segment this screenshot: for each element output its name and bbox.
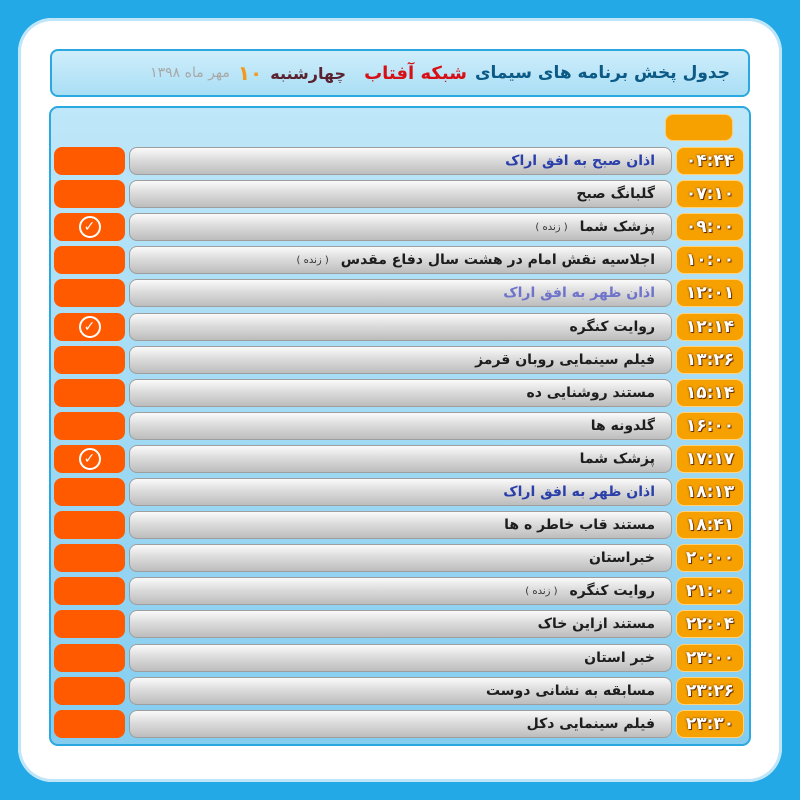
reminder-pill[interactable] <box>54 180 125 208</box>
checkmark-icon: ✓ <box>79 216 101 238</box>
program-title: گلبانگ صبح <box>576 186 655 202</box>
program-title: اذان ظهر به افق اراک <box>503 484 655 500</box>
time-pill: ۱۸:۴۱ <box>676 511 744 539</box>
program-title: مستند روشنایی ده <box>526 385 655 401</box>
reminder-pill[interactable] <box>54 346 125 374</box>
program-bar <box>129 379 672 407</box>
reminder-pill[interactable] <box>54 544 125 572</box>
time-pill: ۱۲:۰۱ <box>676 279 744 307</box>
program-bar <box>129 610 672 638</box>
program-title: اذان ظهر به افق اراک <box>503 285 655 301</box>
schedule-row <box>54 412 744 440</box>
time-pill: ۰۹:۰۰ <box>676 213 744 241</box>
program-bar <box>129 213 672 241</box>
reminder-pill[interactable] <box>54 644 125 672</box>
time-pill: ۱۳:۲۶ <box>676 346 744 374</box>
program-title: مستند ازاین خاک <box>537 616 655 632</box>
program-bar <box>129 246 672 274</box>
schedule-header <box>50 49 750 97</box>
program-title: فیلم سینمایی روبان قرمز <box>475 352 655 368</box>
reminder-pill[interactable] <box>54 577 125 605</box>
program-title: اذان صبح به افق اراک <box>505 153 655 169</box>
schedule-row <box>54 710 744 738</box>
program-bar <box>129 313 672 341</box>
reminder-pill[interactable] <box>54 412 125 440</box>
program-bar <box>129 445 672 473</box>
program-title: مستند قاب خاطر ه ها <box>504 517 655 533</box>
reminder-pill[interactable] <box>54 511 125 539</box>
reminder-pill[interactable] <box>54 246 125 274</box>
schedule-row <box>54 511 744 539</box>
time-pill: ۲۱:۰۰ <box>676 577 744 605</box>
program-bar <box>129 147 672 175</box>
program-title: خبر استان <box>584 650 655 666</box>
program-title: خبراستان <box>588 550 655 566</box>
schedule-row <box>54 445 744 473</box>
schedule-row <box>54 644 744 672</box>
time-pill: ۱۰:۰۰ <box>676 246 744 274</box>
reminder-pill[interactable] <box>54 147 125 175</box>
schedule-row <box>54 544 744 572</box>
program-title: پزشک شما <box>579 451 655 467</box>
time-pill: ۱۶:۰۰ <box>676 412 744 440</box>
schedule-row <box>54 379 744 407</box>
program-title: پزشک شما <box>579 219 655 235</box>
time-pill: ۱۵:۱۴ <box>676 379 744 407</box>
live-label: ( زنده ) <box>525 585 558 597</box>
schedule-row <box>54 677 744 705</box>
program-bar <box>129 511 672 539</box>
schedule-row <box>54 213 744 241</box>
schedule-row <box>54 610 744 638</box>
time-pill: ۲۲:۰۴ <box>676 610 744 638</box>
weekday: چهارشنبه <box>270 63 347 83</box>
time-pill: ۲۰:۰۰ <box>676 544 744 572</box>
time-pill: ۲۳:۲۶ <box>676 677 744 705</box>
reminder-pill[interactable] <box>54 445 125 473</box>
schedule-row <box>54 279 744 307</box>
live-label: ( زنده ) <box>535 221 568 233</box>
program-title: روایت کنگره <box>569 319 655 335</box>
program-title: فیلم سینمایی دکل <box>526 716 655 732</box>
schedule-row <box>54 246 744 274</box>
program-bar <box>129 644 672 672</box>
live-label: ( زنده ) <box>296 254 329 266</box>
time-pill: ۱۷:۱۷ <box>676 445 744 473</box>
program-bar <box>129 544 672 572</box>
program-title: گلدونه ها <box>590 418 655 434</box>
program-bar <box>129 577 672 605</box>
program-bar <box>129 677 672 705</box>
reminder-pill[interactable] <box>54 677 125 705</box>
time-pill: ۰۷:۱۰ <box>676 180 744 208</box>
schedule-row <box>54 180 744 208</box>
program-bar <box>129 346 672 374</box>
reminder-pill[interactable] <box>54 710 125 738</box>
checkmark-icon: ✓ <box>79 448 101 470</box>
time-pill: ۱۸:۱۳ <box>676 478 744 506</box>
program-bar <box>129 412 672 440</box>
schedule-row <box>54 577 744 605</box>
schedule-row <box>54 346 744 374</box>
program-bar <box>129 710 672 738</box>
program-title: اجلاسیه نقش امام در هشت سال دفاع مقدس <box>340 252 655 268</box>
checkmark-icon: ✓ <box>79 316 101 338</box>
reminder-pill[interactable] <box>54 610 125 638</box>
reminder-pill[interactable] <box>54 313 125 341</box>
day-number: ۱۰ <box>237 61 263 85</box>
time-pill: ۱۲:۱۴ <box>676 313 744 341</box>
schedule-row <box>54 478 744 506</box>
schedule-row <box>54 313 744 341</box>
time-pill: ۲۳:۰۰ <box>676 644 744 672</box>
header-time-pill <box>665 114 733 141</box>
reminder-pill[interactable] <box>54 379 125 407</box>
program-title: مسابقه به نشانی دوست <box>485 683 655 699</box>
time-pill: ۰۴:۴۴ <box>676 147 744 175</box>
month-year: مهر ماه ۱۳۹۸ <box>150 65 230 81</box>
schedule-row <box>54 147 744 175</box>
program-bar <box>129 279 672 307</box>
program-title: روایت کنگره <box>569 583 655 599</box>
channel-name: شبکه آفتاب <box>364 62 467 84</box>
reminder-pill[interactable] <box>54 279 125 307</box>
program-bar <box>129 180 672 208</box>
header-title: جدول پخش برنامه های سیمای <box>474 63 730 83</box>
time-pill: ۲۳:۳۰ <box>676 710 744 738</box>
reminder-pill[interactable] <box>54 478 125 506</box>
reminder-pill[interactable] <box>54 213 125 241</box>
program-bar <box>129 478 672 506</box>
